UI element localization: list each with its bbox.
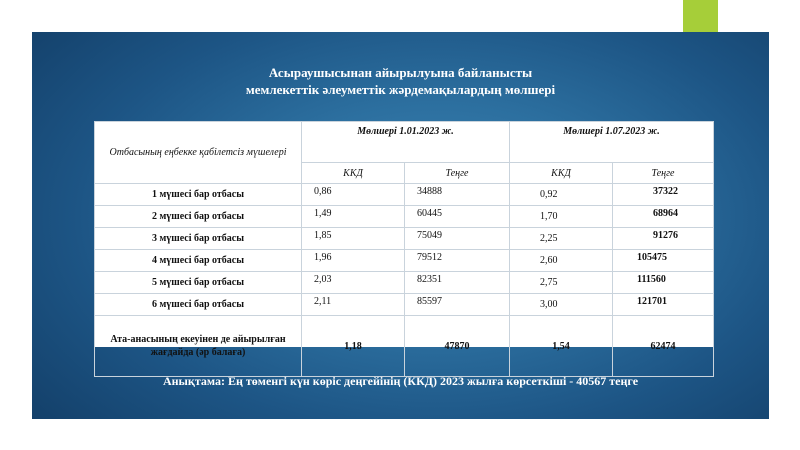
title-line-2: мемлекеттік әлеуметтік жәрдемақылардың мөлшері (245, 82, 556, 97)
cell-kkd-2: 2,60 (510, 250, 613, 272)
row-label: 5 мүшесі бар отбасы (95, 272, 302, 294)
table-row (95, 250, 714, 272)
benefits-table-container (94, 121, 713, 358)
benefits-table (94, 121, 714, 377)
subheader-kkd-2: ККД (510, 163, 613, 184)
cell-kkd-1: 2,11 (302, 294, 405, 316)
cell-kkd-2: 3,00 (510, 294, 613, 316)
cell-tenge-1: 47870 (405, 316, 510, 377)
cell-kkd-2: 2,75 (510, 272, 613, 294)
header-family-members: Отбасының еңбекке қабілетсіз мүшелері (95, 122, 302, 184)
cell-tenge-1: 60445 (405, 206, 510, 228)
cell-tenge-1: 34888 (405, 184, 510, 206)
cell-kkd-1: 1,49 (302, 206, 405, 228)
cell-tenge-2: 121701 (613, 294, 714, 316)
table-row (95, 228, 714, 250)
row-label: 2 мүшесі бар отбасы (95, 206, 302, 228)
cell-tenge-1: 79512 (405, 250, 510, 272)
cell-kkd-1: 2,03 (302, 272, 405, 294)
subheader-kkd-1: ККД (302, 163, 405, 184)
reference-note: Анықтама: Ең төменгі күн көріс деңгейінің (ККД) 2023 жылға көрсеткіші - 40567 теңге (162, 374, 639, 388)
cell-kkd-1: 1,18 (302, 316, 405, 377)
cell-tenge-1: 82351 (405, 272, 510, 294)
slide-title (32, 64, 769, 98)
cell-tenge-2: 62474 (613, 316, 714, 377)
cell-kkd-1: 1,96 (302, 250, 405, 272)
row-label: 4 мүшесі бар отбасы (95, 250, 302, 272)
table-row (95, 206, 714, 228)
cell-tenge-1: 75049 (405, 228, 510, 250)
title-line-1: Асыраушысынан айырылуына байланысты (268, 65, 533, 80)
table-row (95, 272, 714, 294)
row-label: 1 мүшесі бар отбасы (95, 184, 302, 206)
cell-tenge-1: 85597 (405, 294, 510, 316)
cell-kkd-1: 0,86 (302, 184, 405, 206)
table-header-row (95, 122, 714, 163)
subheader-tenge-2: Теңге (613, 163, 714, 184)
cell-tenge-2: 68964 (613, 206, 714, 228)
cell-kkd-2: 2,25 (510, 228, 613, 250)
row-label: 6 мүшесі бар отбасы (95, 294, 302, 316)
header-group-jul-2023: Мөлшері 1.07.2023 ж. (510, 122, 714, 163)
table-row (95, 184, 714, 206)
subheader-tenge-1: Теңге (405, 163, 510, 184)
table-row (95, 294, 714, 316)
slide-panel (32, 32, 769, 419)
row-label-orphan: Ата-анасының екеуінен де айырылған жағдайда (әр балаға) (95, 316, 302, 377)
cell-kkd-2: 1,54 (510, 316, 613, 377)
cell-tenge-2: 111560 (613, 272, 714, 294)
cell-kkd-1: 1,85 (302, 228, 405, 250)
cell-kkd-2: 0,92 (510, 184, 613, 206)
cell-kkd-2: 1,70 (510, 206, 613, 228)
cell-tenge-2: 37322 (613, 184, 714, 206)
header-group-jan-2023: Мөлшері 1.01.2023 ж. (302, 122, 510, 163)
cell-tenge-2: 105475 (613, 250, 714, 272)
table-row-orphan (95, 316, 714, 377)
row-label: 3 мүшесі бар отбасы (95, 228, 302, 250)
cell-tenge-2: 91276 (613, 228, 714, 250)
